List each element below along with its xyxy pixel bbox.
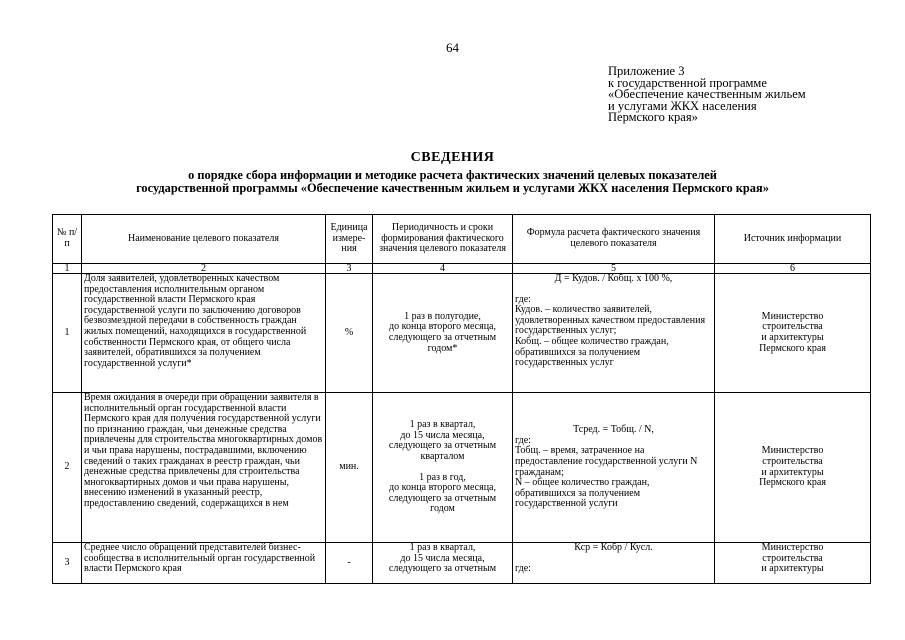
table-row: [53, 393, 871, 543]
indicator-formula-cell: [513, 274, 715, 393]
periodicity-line: до конца второго месяца,: [389, 321, 496, 333]
source-line: Министерство: [761, 310, 824, 322]
source-line: и архитектуры: [761, 466, 824, 478]
appendix-line: Приложение 3: [608, 64, 685, 78]
source-line: Пермского края: [759, 477, 826, 489]
source-line: Министерство: [761, 445, 824, 457]
source-line: Министерство: [761, 542, 824, 553]
indicator-source: [715, 393, 871, 543]
table-row: [53, 543, 871, 584]
formula: Д = Кудов. / Кобщ. х 100 %,: [554, 273, 673, 284]
appendix-line: Пермского края»: [608, 110, 698, 125]
indicator-source: [715, 543, 871, 584]
periodicity-line: следующего за отчетным: [388, 492, 497, 504]
row-number: 2: [53, 393, 82, 543]
formula-explanation: Кобщ. – общее количество граждан, обратившихся за получением государственных услуг: [515, 335, 669, 369]
header-unit: Единица измере-ния: [326, 215, 373, 264]
spacer: [375, 463, 510, 473]
indicator-name: Время ожидания в очереди при обращении заявителя в исполнительный орган государственной власти Пермского края для получения государственной услуги по признанию граждан, чьи денежные средства привлечены для строительства многоквартирных домов и чьи права нарушены, пострадавшими, включению сведений о таких гражданах в реестр граждан, чьи денежные средства привлечены для строительства многоквартирных домов и чьи права нарушены, внесению изменений в указанный реестр, предоставлению сведений, содержащихся в нем: [82, 393, 326, 543]
spacer: [515, 554, 712, 564]
indicators-table: [52, 214, 871, 584]
document-subtitle: [0, 169, 905, 195]
formula-explanation: Кудов. – количество заявителей, удовлетворенных качеством предоставления государственных услуг;: [515, 304, 706, 337]
periodicity-line: 1 раз в квартал,: [409, 542, 476, 553]
periodicity-line: годом: [430, 503, 455, 515]
column-number: 6: [715, 264, 871, 274]
table-row: [53, 274, 871, 393]
formula-explanation: N – общее количество граждан, обратившихся за получением государственной услуги: [515, 477, 650, 510]
periodicity-line: годом*: [427, 342, 458, 354]
appendix-line: к государственной программе: [608, 75, 767, 90]
source-line: строительства: [762, 552, 823, 564]
indicator-name: Доля заявителей, удовлетворенных качеством предоставления исполнительным органом государственной власти Пермского края государственной услуги по заключению договоров безвозмездной передачи в собственность граждан жилых помещений, находящихся в государственной собственности Пермского края, от общего числа заявителей, обратившихся за получением государственной услуги*: [82, 274, 326, 393]
spacer: [515, 285, 712, 295]
periodicity-line: следующего за отчетным: [388, 440, 497, 452]
subtitle-line: о порядке сбора информации и методике расчета фактических значений целевых показателей: [188, 168, 717, 182]
source-line: и архитектуры: [761, 332, 824, 343]
indicator-unit: мин.: [326, 393, 373, 543]
formula-explanation: Тобщ. – время, затраченное на предоставление государственной услуги N гражданам;: [515, 445, 698, 478]
table-header-row: [53, 215, 871, 264]
formula-where: где:: [515, 562, 531, 574]
appendix-line: и услугами ЖКХ населения: [608, 98, 757, 113]
column-number: 3: [326, 264, 373, 274]
periodicity-line: до конца второго месяца,: [389, 482, 496, 494]
row-number: 3: [53, 543, 82, 584]
source-line: и архитектуры: [761, 563, 824, 575]
header-indicator-name: Наименование целевого показателя: [82, 215, 326, 264]
column-number: 5: [513, 264, 715, 274]
appendix-note: [608, 66, 806, 124]
periodicity-line: 1 раз в квартал,: [409, 419, 476, 431]
header-periodicity: Периодичность и сроки формирования фактического значения целевого показателя: [373, 215, 513, 264]
header-formula: Формула расчета фактического значения целевого показателя: [513, 215, 715, 264]
header-num: № п/п: [53, 215, 82, 264]
column-number: 4: [373, 264, 513, 274]
page-number: 64: [446, 40, 459, 55]
indicator-formula-cell: [513, 543, 715, 584]
subtitle-line: государственной программы «Обеспечение качественным жильем и услугами ЖКХ населения Пермского края»: [136, 181, 769, 195]
indicator-unit: -: [326, 543, 373, 584]
document-title: СВЕДЕНИЯ: [410, 150, 495, 165]
periodicity-line: 1 раз в год,: [419, 471, 466, 483]
periodicity-line: до 15 числа месяца,: [400, 429, 485, 441]
indicator-periodicity: [373, 393, 513, 543]
indicator-periodicity: [373, 274, 513, 393]
formula-where: где:: [515, 293, 531, 305]
column-number: 1: [53, 264, 82, 274]
periodicity-line: 1 раз в полугодие,: [404, 310, 481, 322]
indicator-formula-cell: [513, 393, 715, 543]
periodicity-line: следующего за отчетным: [388, 332, 497, 343]
appendix-line: «Обеспечение качественным жильем: [608, 87, 806, 102]
formula: Кср = Кобр / Кусл.: [574, 542, 653, 553]
periodicity-line: кварталом: [420, 450, 465, 462]
periodicity-line: следующего за отчетным: [388, 563, 497, 575]
indicator-periodicity: [373, 543, 513, 584]
indicator-unit: %: [326, 274, 373, 393]
formula: Тсред. = Тобщ. / N,: [573, 424, 654, 436]
indicator-name: Среднее число обращений представителей бизнес-сообщества в исполнительный орган государственной власти Пермского края: [82, 543, 326, 584]
source-line: Пермского края: [759, 342, 826, 354]
row-number: 1: [53, 274, 82, 393]
indicator-source: [715, 274, 871, 393]
source-line: строительства: [762, 321, 823, 333]
column-number-row: [53, 264, 871, 274]
source-line: строительства: [762, 455, 823, 467]
column-number: 2: [82, 264, 326, 274]
formula-where: где:: [515, 434, 531, 446]
header-source: Источник информации: [715, 215, 871, 264]
periodicity-line: до 15 числа месяца,: [400, 552, 485, 564]
